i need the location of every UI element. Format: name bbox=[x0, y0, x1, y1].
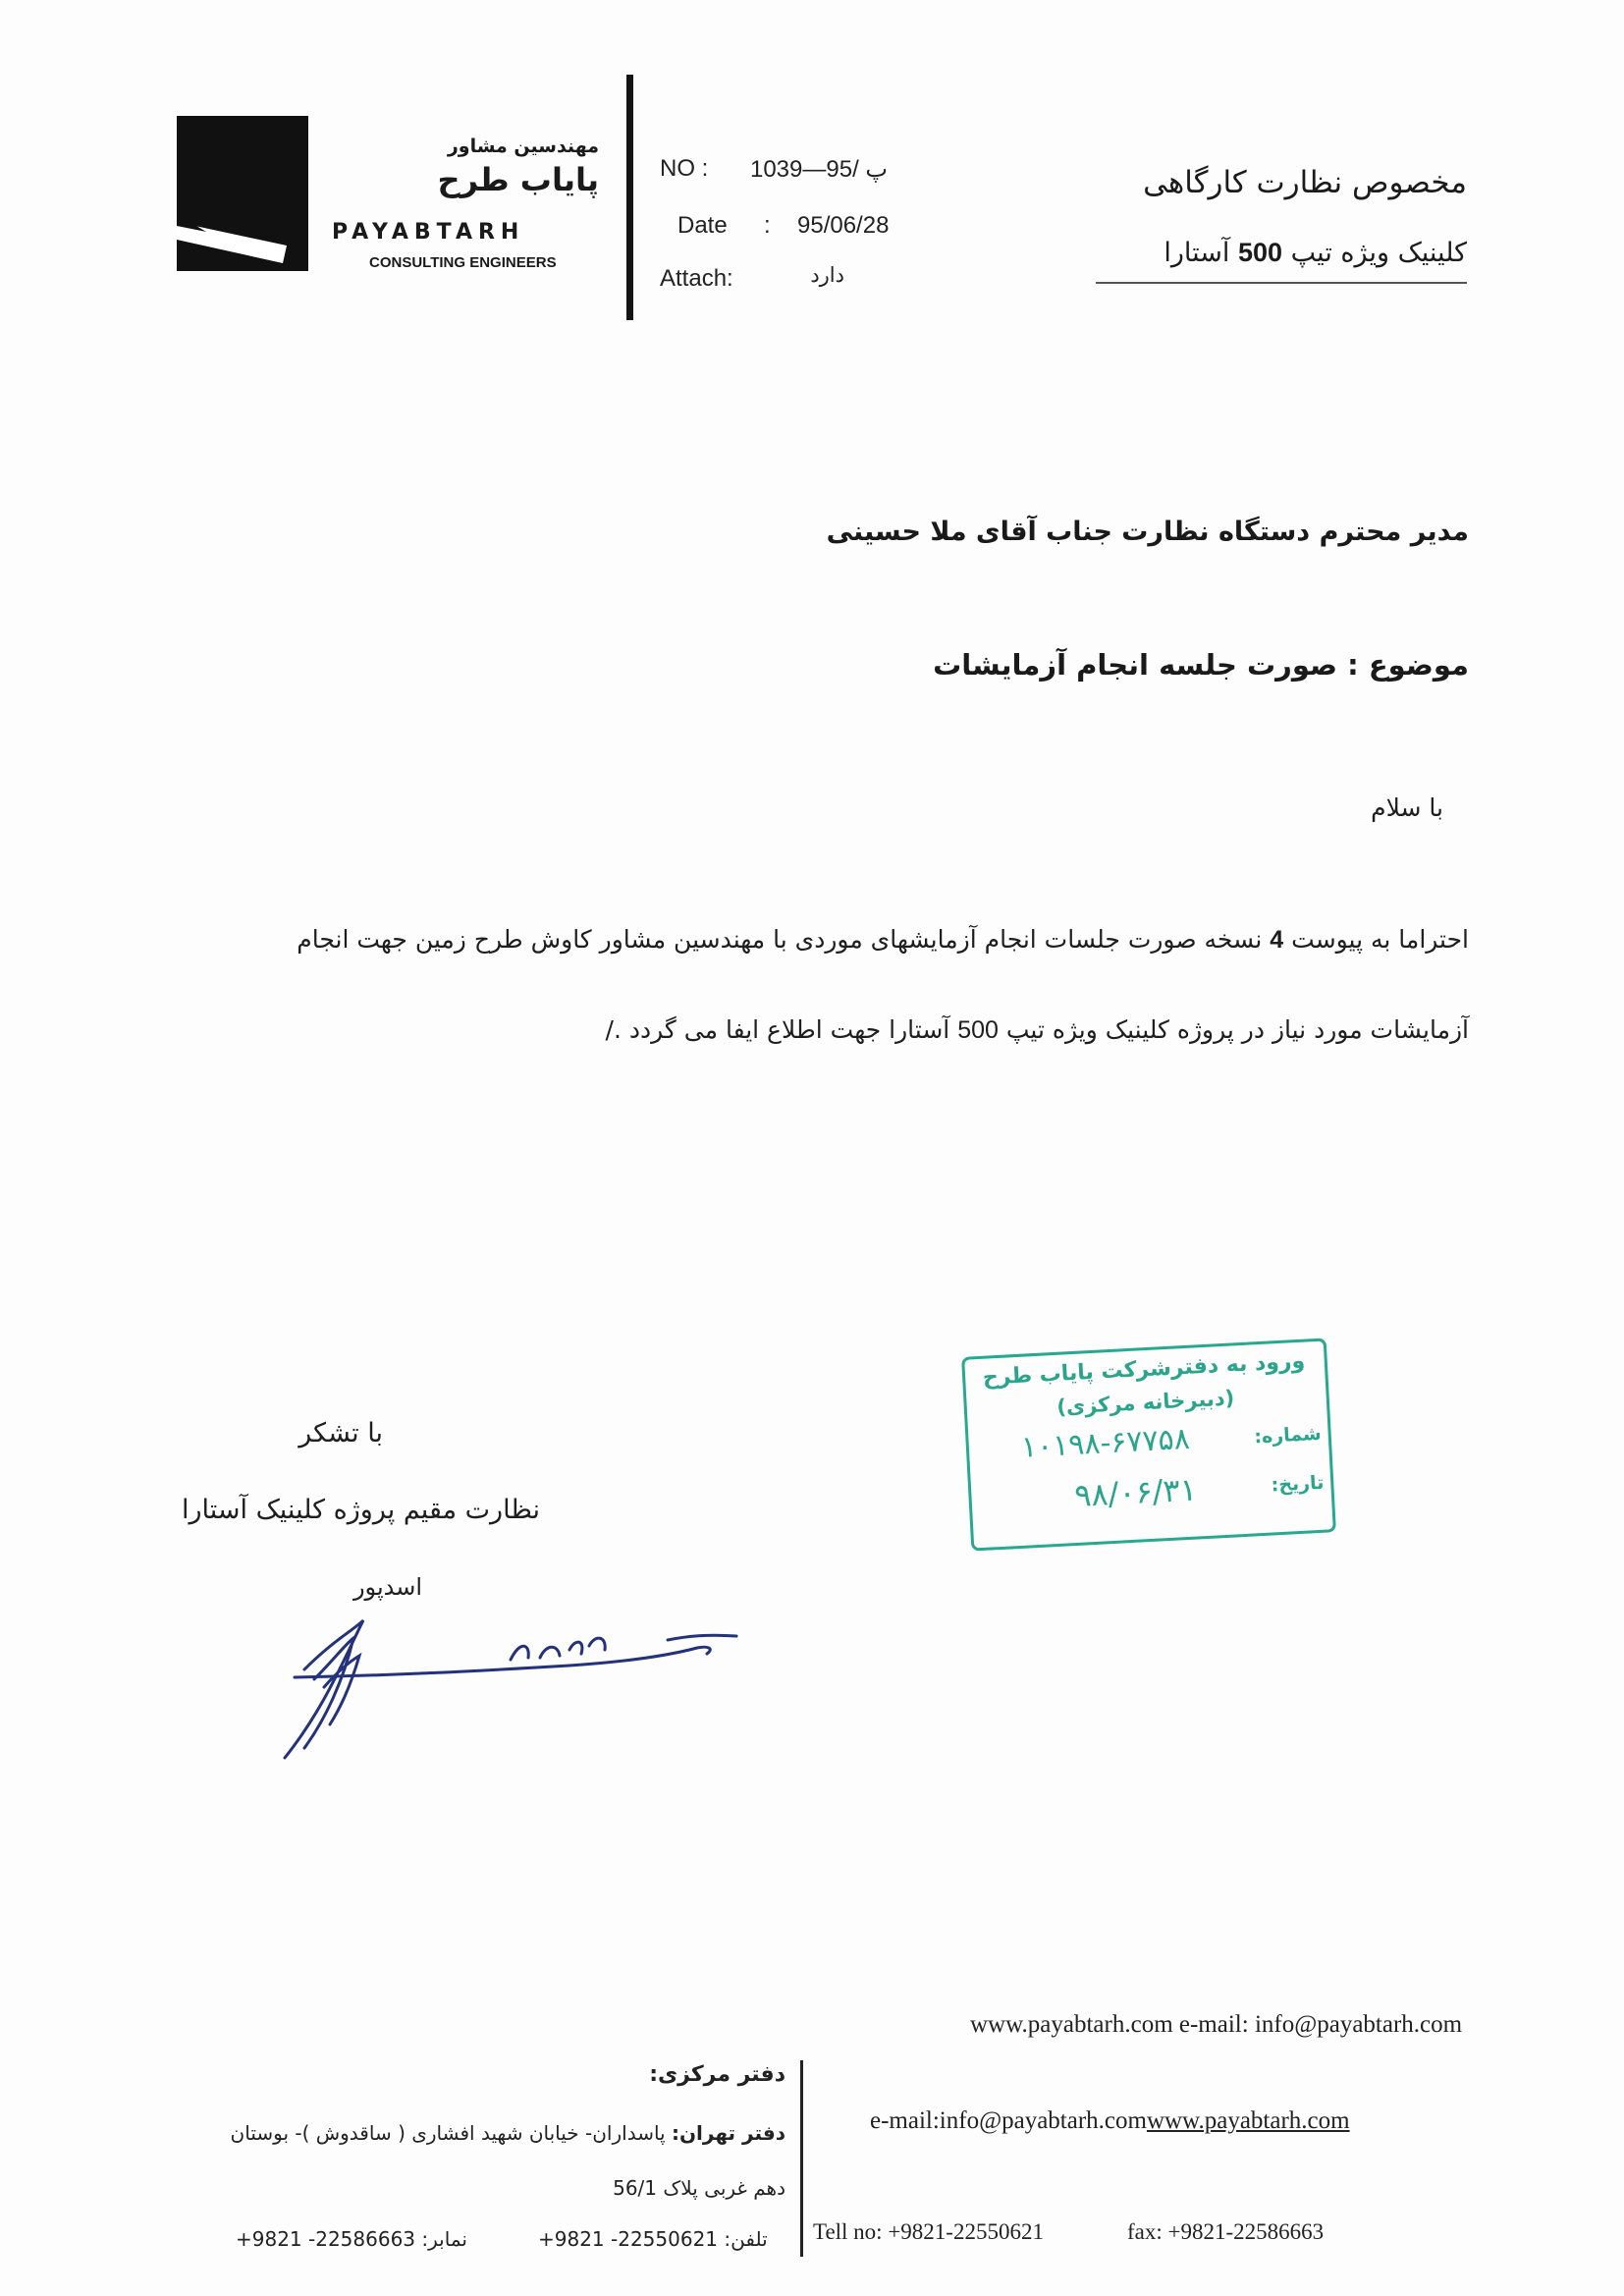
attach-label: Attach: bbox=[660, 265, 733, 292]
stamp-number-value: ۱۰۱۹۸-۶۷۷۵۸ bbox=[1020, 1421, 1191, 1465]
project-title-post: آستارا bbox=[1164, 238, 1230, 268]
logo-english-name: PAYABTARH bbox=[332, 220, 525, 245]
body-line-1-pre: احتراما به پیوست bbox=[1291, 925, 1469, 954]
stamp-date-label: تاریخ: bbox=[1271, 1471, 1325, 1497]
stamp-number-label: شماره: bbox=[1253, 1422, 1323, 1449]
project-title-underline bbox=[1096, 282, 1467, 284]
project-title-pre: کلینیک ویژه تیپ bbox=[1290, 238, 1467, 268]
footer-fax-english: fax: +9821-22586663 bbox=[1127, 2219, 1325, 2244]
body-line-2-post: آستارا جهت اطلاع ایفا می گردد ./ bbox=[605, 1015, 950, 1044]
footer-email-link[interactable]: e-mail:info@payabtarh.com bbox=[870, 2107, 1147, 2134]
closing-thanks: با تشکر bbox=[298, 1418, 383, 1449]
footer-address-line-2: دهم غربی پلاک 56/1 bbox=[613, 2176, 785, 2200]
attach-value: دارد bbox=[810, 264, 844, 287]
body-line-2 bbox=[393, 1015, 1469, 1045]
body-line-2-number: 500 bbox=[957, 1016, 999, 1044]
stamp-subtitle: (دبیرخانه مرکزی) bbox=[1056, 1386, 1235, 1419]
project-title-number: 500 bbox=[1238, 238, 1283, 267]
body-line-1-number: 4 bbox=[1270, 926, 1284, 954]
greeting: با سلام bbox=[1371, 793, 1443, 822]
footer-address-label: دفتر تهران: bbox=[671, 2121, 785, 2145]
footer-address-line-1 bbox=[157, 2121, 785, 2145]
footer-office-heading: دفتر مرکزی: bbox=[649, 2062, 785, 2087]
stamp-title: ورود به دفترشرکت پایاب طرح bbox=[982, 1348, 1306, 1391]
footer-fax-persian: +9821 -22586663 :نمابر bbox=[236, 2227, 467, 2251]
footer-web-email-line: www.payabtarh.com e-mail: info@payabtarh.com bbox=[970, 2011, 1463, 2038]
signature-icon bbox=[275, 1601, 746, 1768]
date-colon: : bbox=[764, 212, 771, 239]
body-line-1 bbox=[98, 925, 1469, 955]
date-label: Date bbox=[677, 212, 728, 239]
closing-sender: نظارت مقیم پروژه کلینیک آستارا bbox=[182, 1495, 540, 1525]
recipient-line: مدیر محترم دستگاه نظارت جناب آقای ملا حسینی bbox=[826, 517, 1469, 547]
project-title bbox=[1031, 238, 1467, 268]
subject-line: موضوع : صورت جلسه انجام آزمایشات bbox=[933, 648, 1469, 682]
closing-name: اسدپور bbox=[352, 1573, 422, 1601]
logo-persian-subtitle: مهندسین مشاور bbox=[447, 136, 599, 157]
date-value: 95/06/28 bbox=[797, 212, 890, 239]
footer-email-web bbox=[870, 2107, 1350, 2135]
footer-tel-english: Tell no: +9821-22550621 bbox=[813, 2219, 1044, 2244]
body-line-1-post: نسخه صورت جلسات انجام آزمایشهای موردی با مهندسین مشاور کاوش طرح زمین جهت انجام bbox=[297, 925, 1263, 954]
company-logo-icon bbox=[177, 116, 308, 271]
logo-english-subtitle: CONSULTING ENGINEERS bbox=[369, 254, 557, 271]
letter-number-label: NO : bbox=[660, 155, 709, 182]
stamp-date-value: ۹۸/۰۶/۳۱ bbox=[1073, 1470, 1198, 1515]
footer-web-link[interactable]: www.payabtarh.com bbox=[1146, 2107, 1350, 2134]
logo-persian-name: پایاب طرح bbox=[437, 161, 599, 198]
received-stamp bbox=[961, 1338, 1336, 1551]
document-category-title: مخصوص نظارت کارگاهی bbox=[1143, 165, 1467, 200]
body-line-2-pre: آزمایشات مورد نیاز در پروژه کلینیک ویژه تیپ bbox=[1005, 1015, 1469, 1044]
header-divider bbox=[626, 75, 633, 320]
footer-address-text: پاسداران- خیابان شهید افشاری ( ساقدوش )- بوستان bbox=[230, 2121, 666, 2145]
letter-number-value: پ /95—1039 bbox=[749, 156, 888, 183]
footer-tel-persian: +9821 -22550621 :تلفن bbox=[538, 2227, 768, 2251]
